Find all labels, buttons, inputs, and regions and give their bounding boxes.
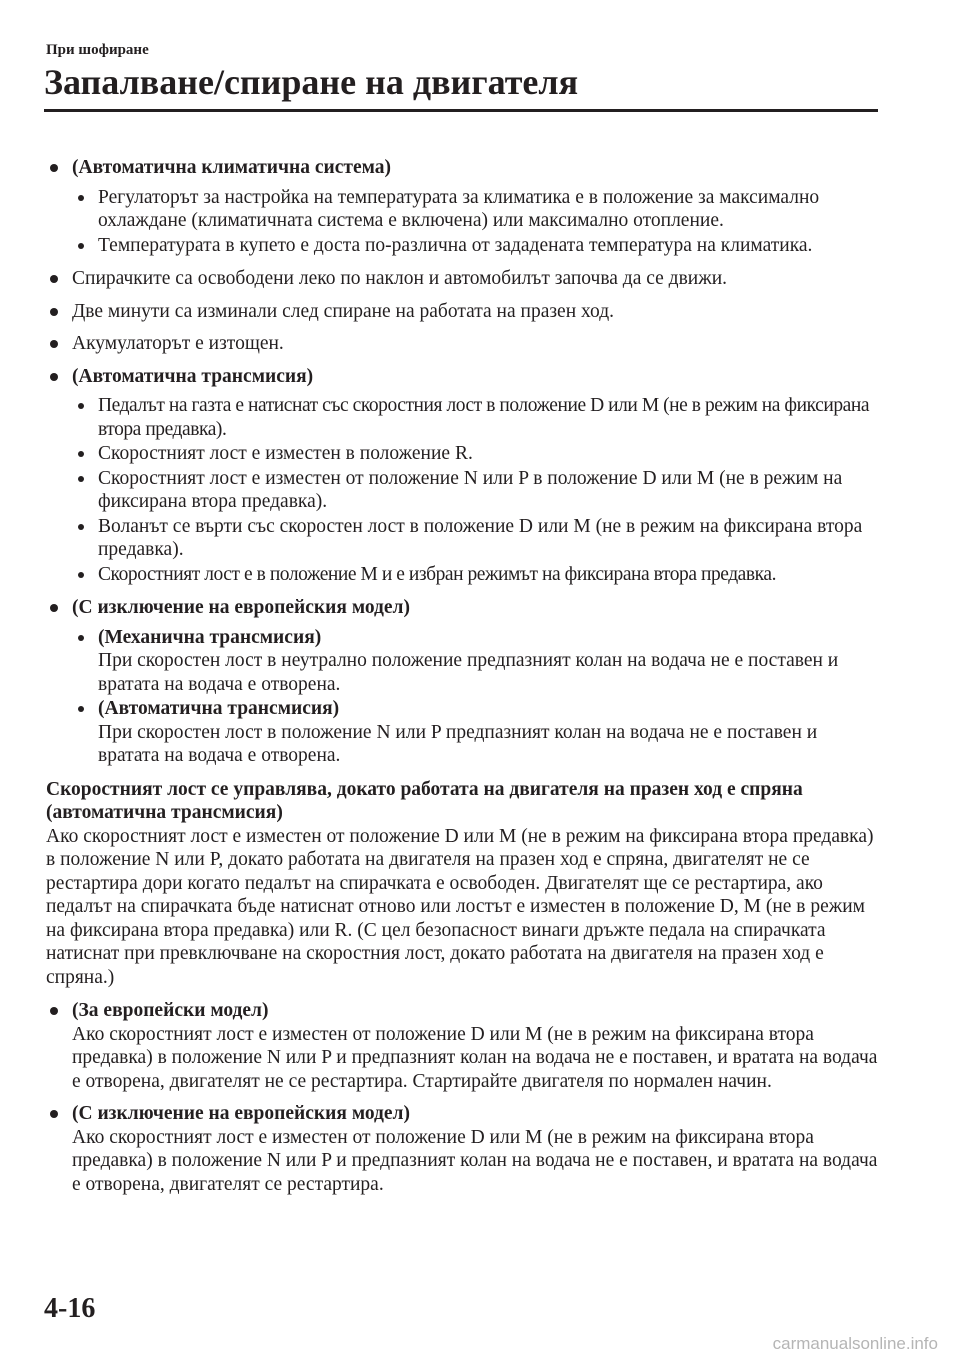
bullet-item — [46, 1102, 880, 1196]
sub-bullet-item: Скоростният лост е изместен в положение R. — [46, 442, 880, 466]
bullet-item: Две минути са изминали след спиране на работата на празен ход. — [46, 300, 880, 324]
bullet-title: (За европейски модел) — [72, 1000, 269, 1021]
bullet-item: Спирачките са освободени леко по наклон и автомобилът започва да се движи. — [46, 267, 880, 291]
sub-bullet-item: Скоростният лост е изместен от положение N или P в положение D или M (не в режим на фиксирана втора предавка). — [46, 467, 880, 514]
bullet-item: (Автоматична трансмисия) — [46, 365, 880, 389]
bullet-item — [46, 999, 880, 1093]
sub-bullet-item: Воланът се върти със скоростен лост в положение D или M (не в режим на фиксирана втора предавка). — [46, 515, 880, 562]
bullet-group-non-european — [46, 596, 880, 768]
page-content — [46, 156, 880, 1205]
sub-bullet-item — [46, 697, 880, 768]
sub-bullet-title: (Автоматична трансмисия) — [98, 698, 340, 719]
sub-bullet-text: При скоростен лост в положение N или P предпазният колан на водача не е поставен и вратата на водача е отворена. — [98, 721, 818, 766]
section-label: При шофиране — [46, 42, 149, 58]
sub-bullet-title: (Механична трансмисия) — [98, 626, 322, 648]
bullet-text: Ако скоростният лост е изместен от положение D или M (не в режим на фиксирана втора предавка) в положение N или P и предпазният колан на водача не е поставен, и вратата на водача е отворена, двигателят се рестартира. — [72, 1126, 878, 1195]
bullet-title: (С изключение на европейския модел) — [72, 1103, 410, 1124]
sub-bullet-text: При скоростен лост в неутрално положение предпазният колан на водача не е поставен и вратата на водача е отворена. — [98, 650, 839, 695]
sub-bullet-item: Скоростният лост е в положение M и е избран режимът на фиксирана втора предавка. — [46, 563, 880, 587]
page-number: 4-16 — [44, 1293, 96, 1324]
bullet-group-transmission — [46, 365, 880, 587]
bullet-item: (Автоматична климатична система) — [46, 156, 880, 180]
bullet-text: Ако скоростният лост е изместен от положение D или M (не в режим на фиксирана втора предавка) в положение N или P и предпазният колан на водача не е поставен, и вратата на водача е отворена, двигателят не се рестартира. Стартирайте двигателя по нормален начин. — [72, 1023, 878, 1092]
watermark: carmanualsonline.info — [772, 1334, 938, 1353]
title-rule — [44, 109, 878, 112]
sub-bullet-item: Регулаторът за настройка на температурата за климатика е в положение за максимално охлаждане (климатичната система е включена) или максимално отопление. — [46, 186, 880, 233]
bullet-group-climate — [46, 156, 880, 257]
page-title: Запалване/спиране на двигателя — [44, 62, 579, 102]
sub-bullet-item — [46, 626, 880, 697]
bullet-item: Акумулаторът е изтощен. — [46, 332, 880, 356]
sub-bullet-item: Температурата в купето е доста по-различна от зададената температура на климатика. — [46, 234, 880, 258]
section-paragraph: Ако скоростният лост е изместен от положение D или M (не в режим на фиксирана втора предавка) в положение N или P, докато работата на двигателя на празен ход е спряна, двигателят не се рестартира дори когато педалът на спирачката е освободен. Двигателят ще се рестартира, ако педалът на спирачката бъде натиснат отново или лостът е изместен в положение D, M (не в режим на фиксирана втора предавка) или R. (С цел безопасност винаги дръжте педала на спирачката натиснат при превключване на скоростния лост, докато работата на двигателя на празен ход е спряна.) — [46, 825, 874, 988]
sub-bullet-item: Педалът на газта е натиснат със скоростния лост в положение D или M (не в режим на фиксирана втора предавка). — [46, 394, 880, 441]
section-heading: Скоростният лост се управлява, докато работата на двигателя на празен ход е спряна (автоматична трансмисия) — [46, 778, 803, 823]
bullet-item: (С изключение на европейския модел) — [46, 596, 880, 620]
